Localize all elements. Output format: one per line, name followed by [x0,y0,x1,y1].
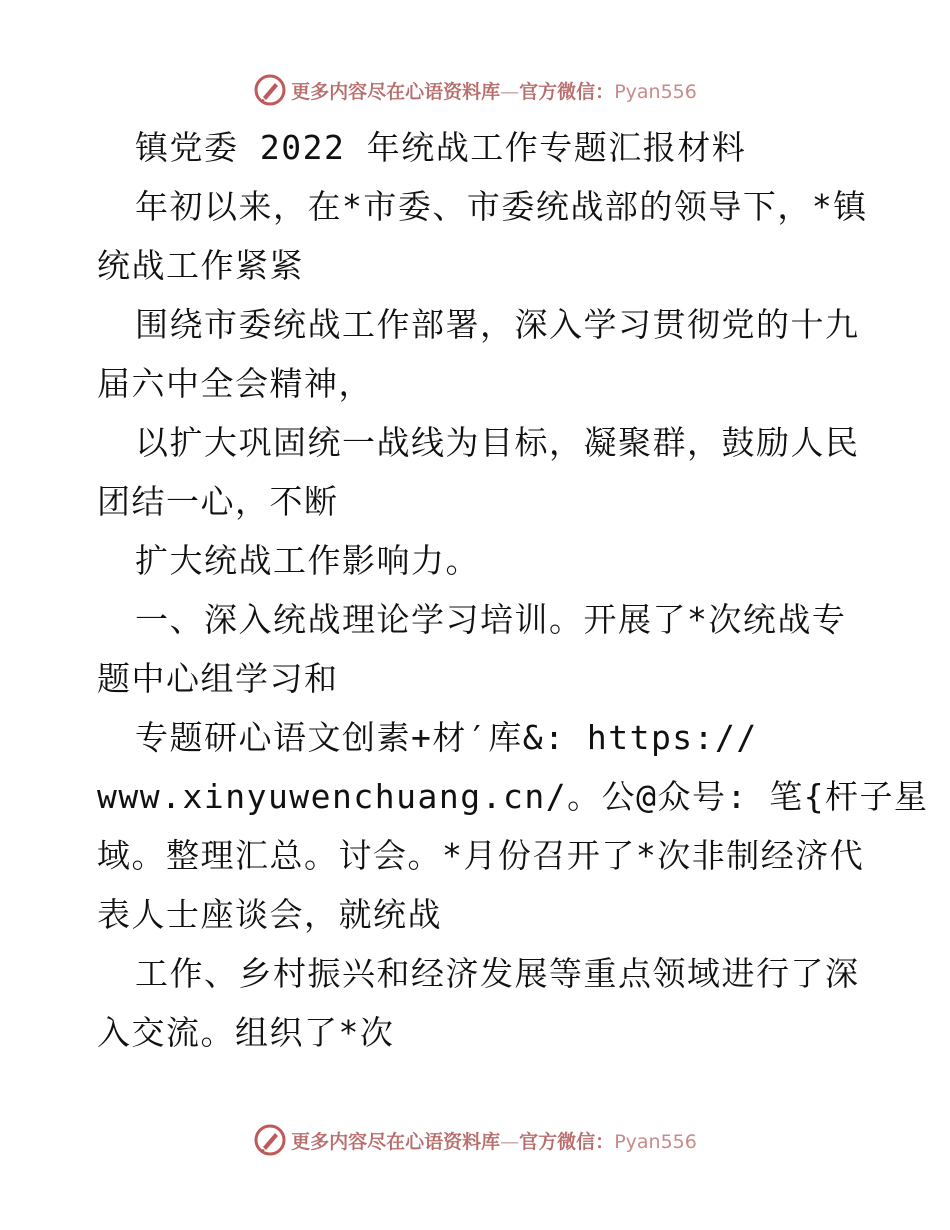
header-watermark [0,70,950,110]
paragraph-line: 扩大统战工作影响力。 [135,541,480,580]
paragraph-line: 入交流。组织了*次 [97,1013,395,1052]
watermark-wechat: Pyan556 [614,80,697,103]
paragraph-line: 统战工作紧紧 [97,246,304,285]
paragraph-line: 一、深入统战理论学习培训。开展了*次统战专 [135,600,847,639]
watermark-brand: 更多内容尽在心语资料库 [291,1130,501,1153]
pen-logo-icon [253,73,287,107]
paragraph-line: 年初以来，在*市委、市委统战部的领导下，*镇 [135,187,868,226]
paragraph-line: 围绕市委统战工作部署，深入学习贯彻党的十九 [135,305,860,344]
paragraph-line: 题中心组学习和 [97,659,339,698]
paragraph-line: 域。整理汇总。讨会。*月份召开了*次非制经济代 [97,836,865,875]
watermark-separator: — [500,80,520,103]
paragraph-line: 以扩大巩固统一战线为目标，凝聚群，鼓励人民 [135,423,860,462]
watermark-label: 官方微信： [519,80,615,103]
paragraph-line: 团结一心，不断 [97,482,339,521]
watermark-separator: — [500,1130,520,1153]
watermark-brand: 更多内容尽在心语资料库 [291,80,501,103]
document-body [97,118,929,1062]
paragraph-line: 专题研心语文创素+材′库&: https:// [135,718,758,757]
paragraph-line: 表人士座谈会，就统战 [97,895,442,934]
paragraph-line: www.xinyuwenchuang.cn/。公@众号: 笔{杆子星 [97,777,929,816]
paragraph-line: 工作、乡村振兴和经济发展等重点领域进行了深 [135,954,860,993]
watermark-label: 官方微信： [519,1130,615,1153]
document-title: 镇党委 2022 年统战工作专题汇报材料 [135,128,747,167]
footer-watermark [0,1120,950,1160]
pen-logo-icon [253,1123,287,1157]
paragraph-line: 届六中全会精神， [97,364,373,403]
watermark-wechat: Pyan556 [614,1130,697,1153]
